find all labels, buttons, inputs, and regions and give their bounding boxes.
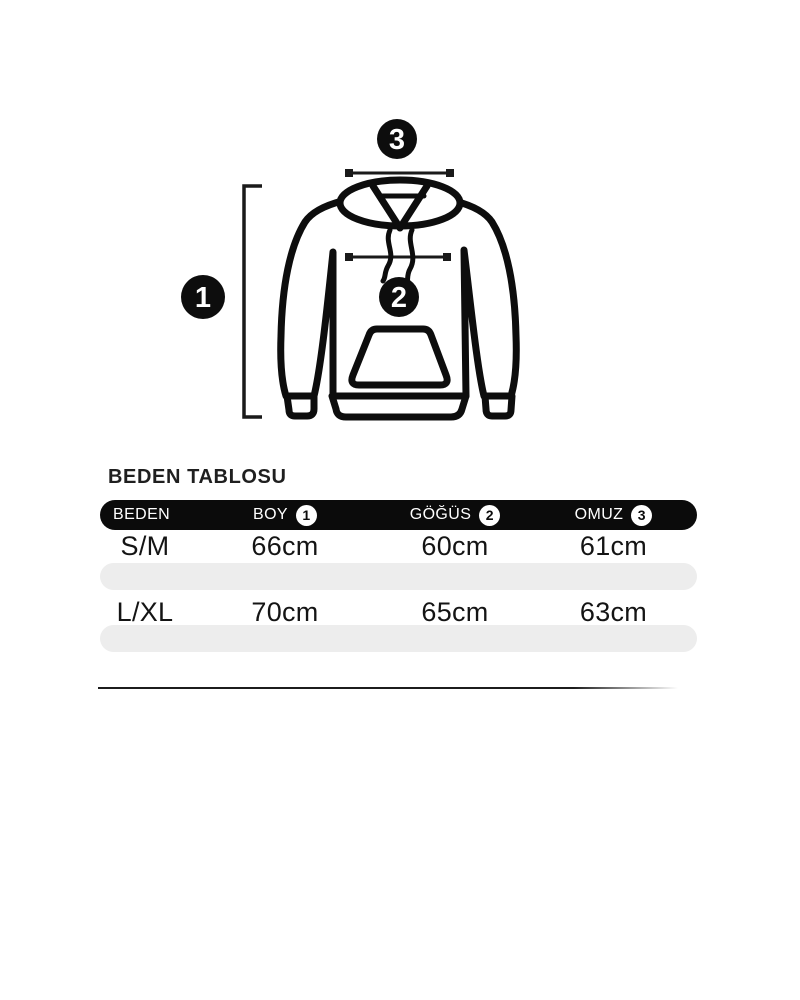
measurement-cell: 65cm	[421, 597, 489, 627]
column-badge-2: 2	[479, 505, 500, 526]
measurement-cell: 70cm	[251, 597, 319, 627]
column-badge-3: 3	[631, 505, 652, 526]
column-header-gogus: GÖĞÜS 2	[380, 505, 530, 526]
hoodie-measurement-diagram	[150, 95, 650, 435]
marker-2	[379, 277, 419, 317]
length-measure-bracket	[244, 186, 262, 417]
column-badge-1: 1	[296, 505, 317, 526]
size-cell: L/XL	[116, 597, 174, 627]
marker-2-label: 2	[390, 282, 408, 314]
size-row-lxl	[100, 597, 697, 625]
marker-3	[377, 119, 417, 159]
size-chart-header-row	[100, 500, 697, 530]
kangaroo-pocket	[352, 329, 447, 385]
marker-1-label: 1	[194, 282, 212, 314]
column-header-omuz: OMUZ 3	[530, 505, 697, 526]
measurement-cell: 63cm	[579, 597, 648, 627]
marker-1	[181, 275, 225, 319]
measurement-cell: 60cm	[421, 531, 489, 561]
right-cuff	[485, 396, 512, 416]
left-cuff	[287, 396, 314, 416]
size-chart-table	[100, 500, 697, 652]
marker-3-label: 3	[388, 124, 406, 156]
hood	[340, 180, 460, 226]
measurement-cell: 66cm	[251, 531, 319, 561]
bottom-divider	[98, 687, 678, 689]
measurement-cell: 61cm	[579, 531, 648, 561]
column-header-boy: BOY 1	[190, 505, 380, 526]
size-cell: S/M	[120, 531, 170, 561]
row-stripe	[100, 625, 697, 652]
size-row-sm	[100, 530, 697, 563]
column-header-beden: BEDEN	[113, 506, 171, 523]
hem-band	[332, 396, 466, 417]
size-chart-heading: BEDEN TABLOSU	[108, 466, 287, 488]
row-stripe	[100, 563, 697, 590]
